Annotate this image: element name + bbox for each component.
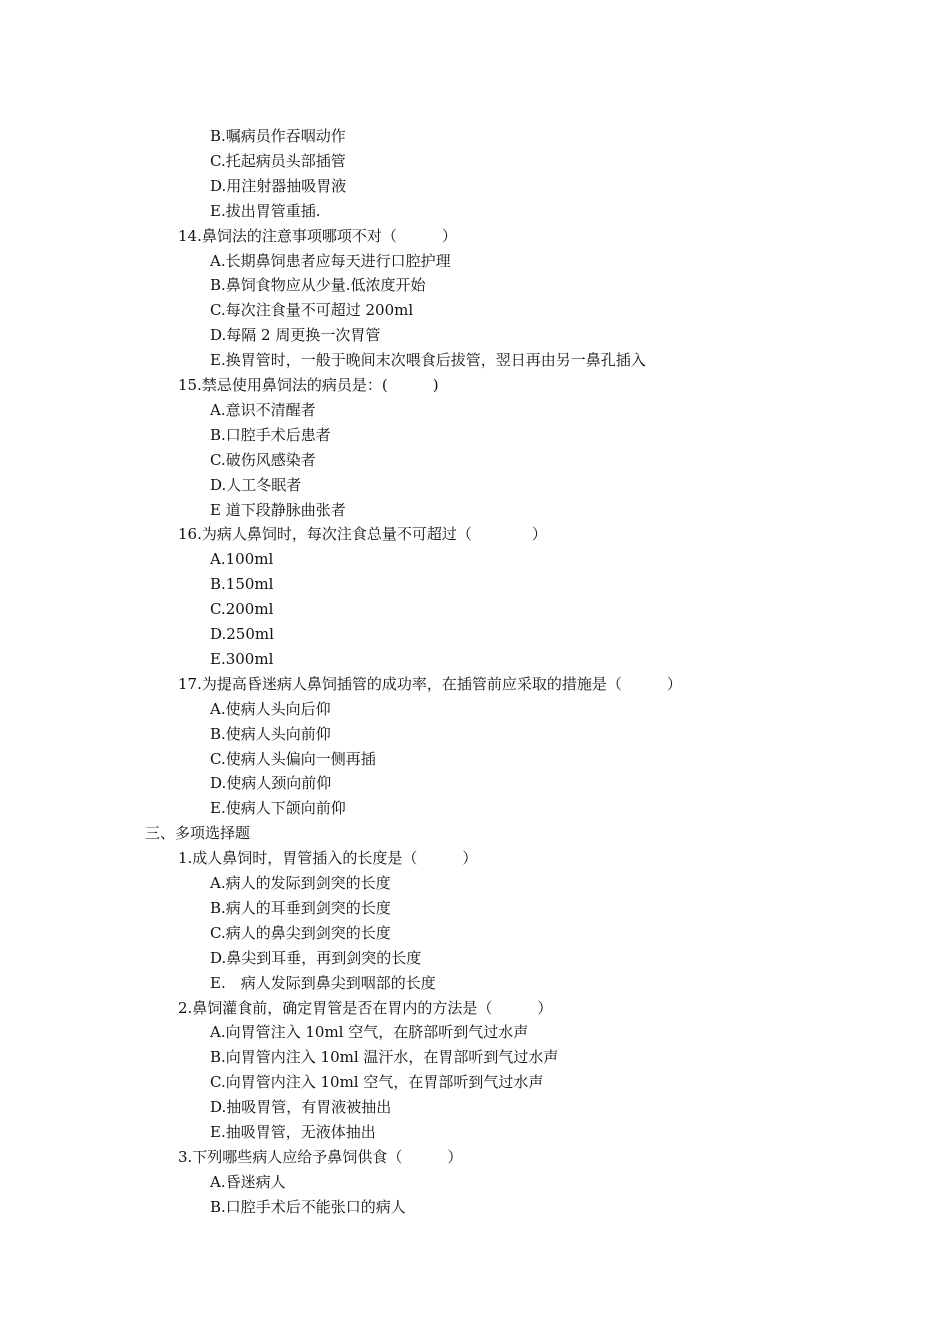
- answer-option: C.破伤风感染者: [210, 450, 316, 469]
- answer-option: C.病人的鼻尖到剑突的长度: [210, 923, 391, 942]
- question-text: 3.下列哪些病人应给予鼻饲供食（ ）: [178, 1147, 463, 1166]
- answer-option: D.抽吸胃管，有胃液被抽出: [210, 1098, 392, 1117]
- answer-option: A.100ml: [210, 550, 274, 569]
- answer-option: E.300ml: [210, 649, 274, 668]
- answer-option: E.拔出胃管重插.: [210, 201, 321, 220]
- answer-option: A.意识不清醒者: [210, 400, 316, 419]
- answer-option: E 道下段静脉曲张者: [210, 500, 346, 519]
- answer-option: A.昏迷病人: [210, 1172, 286, 1191]
- answer-option: A.长期鼻饲患者应每天进行口腔护理: [210, 251, 451, 270]
- answer-option: D.每隔 2 周更换一次胃管: [210, 326, 381, 345]
- question-text: 17.为提高昏迷病人鼻饲插管的成功率，在插管前应采取的措施是（ ）: [178, 674, 682, 693]
- answer-option: B.鼻饲食物应从少量.低浓度开始: [210, 276, 426, 295]
- answer-option: B.嘱病员作吞咽动作: [210, 127, 346, 145]
- answer-option: A.病人的发际到剑突的长度: [210, 874, 391, 892]
- answer-option: D.用注射器抽吸胃液: [210, 176, 347, 195]
- answer-option: C.托起病员头部插管: [210, 151, 346, 170]
- answer-option: E. 病人发际到鼻尖到咽部的长度: [210, 973, 436, 992]
- answer-option: C.向胃管内注入 10ml 空气，在胃部听到气过水声: [210, 1073, 544, 1092]
- answer-option: A.向胃管注入 10ml 空气，在脐部听到气过水声: [210, 1023, 529, 1042]
- section-heading: 三、多项选择题: [145, 824, 251, 843]
- question-text: 14.鼻饲法的注意事项哪项不对（ ）: [178, 226, 457, 245]
- answer-option: D.人工冬眠者: [210, 475, 302, 494]
- answer-option: E.换胃管时，一般于晚间末次喂食后拔管，翌日再由另一鼻孔插入: [210, 351, 646, 370]
- answer-option: B.150ml: [210, 575, 274, 594]
- answer-option: B.使病人头向前仰: [210, 724, 331, 743]
- question-text: 1.成人鼻饲时，胃管插入的长度是（ ）: [178, 849, 478, 868]
- answer-option: E.抽吸胃管，无液体抽出: [210, 1123, 376, 1141]
- question-text: 16.为病人鼻饲时，每次注食总量不可超过（ ）: [178, 525, 547, 544]
- answer-option: A.使病人头向后仰: [210, 699, 331, 718]
- question-text: 2.鼻饲灌食前，确定胃管是否在胃内的方法是（ ）: [178, 998, 553, 1017]
- answer-option: B.口腔手术后患者: [210, 425, 331, 444]
- question-text: 15.禁忌使用鼻饲法的病员是：( ): [178, 376, 439, 394]
- answer-option: B.口腔手术后不能张口的病人: [210, 1197, 406, 1216]
- answer-option: C.使病人头偏向一侧再插: [210, 749, 376, 768]
- answer-option: D.鼻尖到耳垂，再到剑突的长度: [210, 948, 422, 967]
- answer-option: E.使病人下颌向前仰: [210, 799, 346, 818]
- answer-option: D.250ml: [210, 625, 274, 643]
- answer-option: B.向胃管内注入 10ml 温汗水，在胃部听到气过水声: [210, 1048, 559, 1067]
- answer-option: C.200ml: [210, 600, 274, 619]
- answer-option: D.使病人颈向前仰: [210, 774, 332, 793]
- answer-option: C.每次注食量不可超过 200ml: [210, 301, 414, 320]
- answer-option: B.病人的耳垂到剑突的长度: [210, 898, 391, 917]
